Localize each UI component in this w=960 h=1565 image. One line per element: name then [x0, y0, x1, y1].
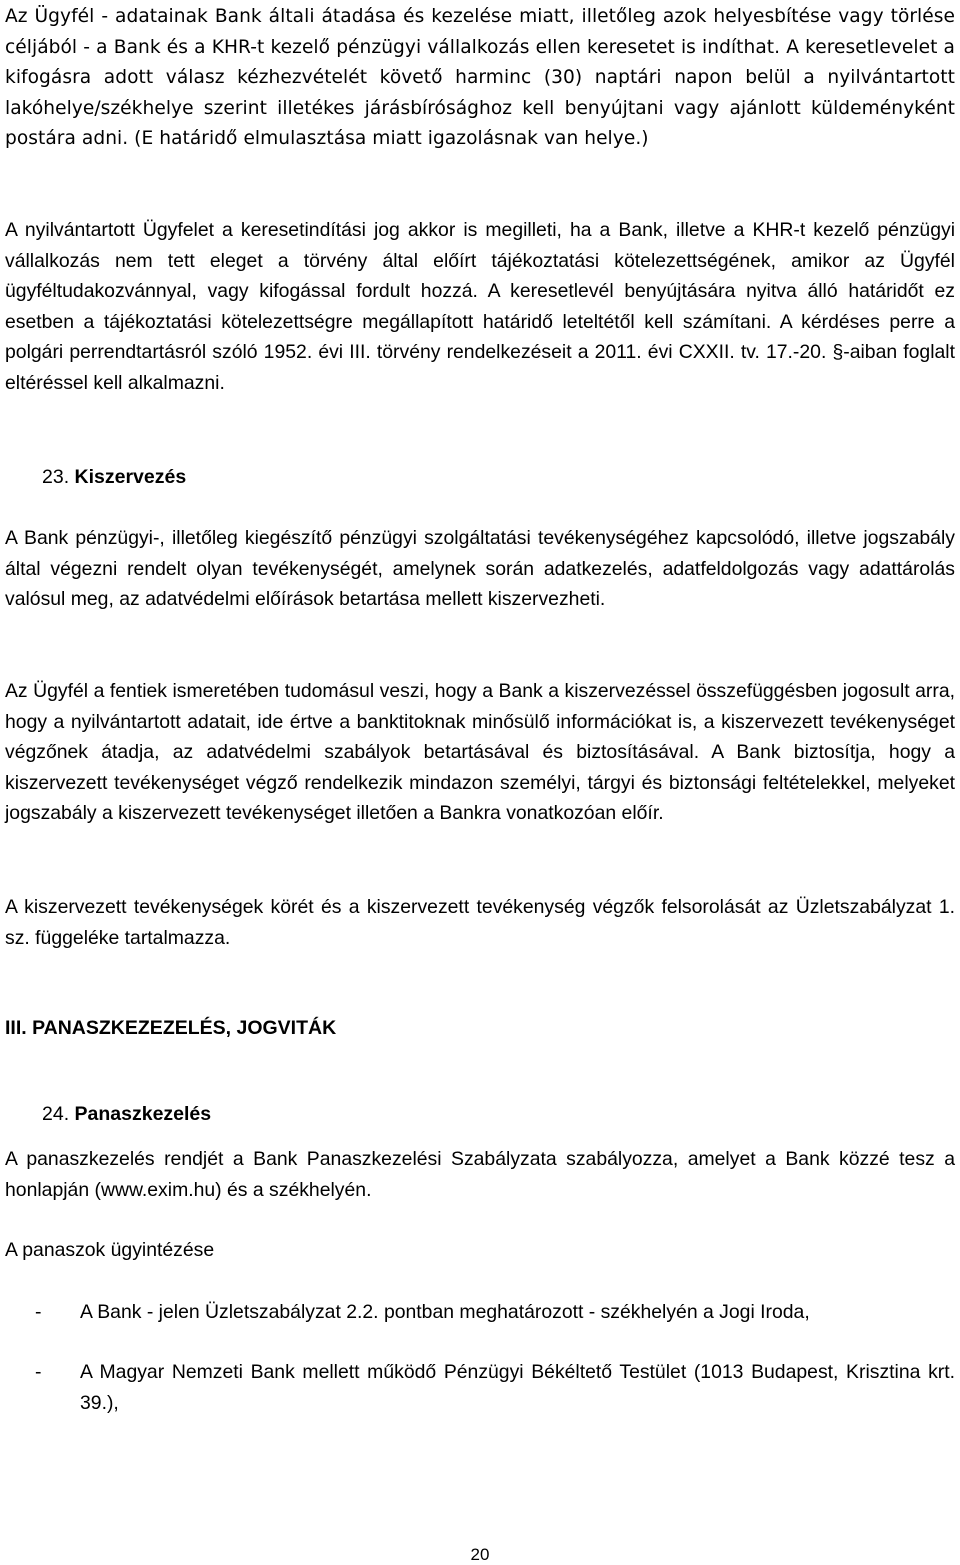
section-title: Kiszervezés	[74, 466, 187, 488]
list-item	[5, 1297, 955, 1328]
bullet-dash: -	[35, 1301, 42, 1323]
paragraph-outsourcing-consent: Az Ügyfél a fentiek ismeretében tudomásul veszi, hogy a Bank a kiszervezéssel összefüggésben jogosult arra, hogy a nyilvántartott adatait, ide értve a banktitoknak minősülő információkat is, a kiszervezett tevékenységet végzőnek átadja, az adatvédelmi szabályok betartásával és biztosításával. A Bank biztosítja, hogy a kiszervezett tevékenységet végző rendelkezik mindazon személyi, tárgyi és biztonsági feltételekkel, melyeket jogszabály a kiszervezett tevékenységet illetően a Bankra vonatkozóan előír.	[5, 680, 955, 824]
list-item-text: A Bank - jelen Üzletszabályzat 2.2. pontban meghatározott - székhelyén a Jogi Iroda,	[80, 1301, 810, 1323]
section-heading-24	[42, 1099, 942, 1129]
bullet-dash: -	[35, 1361, 42, 1383]
section-number: 24.	[42, 1103, 70, 1125]
part-title: III. PANASZKEZEZELÉS, JOGVITÁK	[5, 1017, 337, 1039]
paragraph-lawsuit-right: Az Ügyfél - adatainak Bank általi átadása és kezelése miatt, illetőleg azok helyesbítése vagy törlése céljából - a Bank és a KHR-t kezelő pénzügyi vállalkozás ellen keresetet is indíthat. A keresetlevelet a kifogásra adott válasz kézhezvételét követő harminc (30) naptári napon belül a nyilvántartott lakóhelye/székhelye szerint illetékes járásbírósághoz kell benyújtani vagy ajánlott küldeményként postára adni. (E határidő elmulasztása miatt igazolásnak van helye.)	[5, 6, 955, 149]
list-item	[5, 1357, 955, 1419]
page-number: 20	[470, 1545, 490, 1564]
paragraph-outsourcing-list: A kiszervezett tevékenységek körét és a kiszervezett tevékenység végzők felsorolását az Üzletszabályzat 1. sz. függeléke tartalmazza.	[5, 896, 955, 949]
paragraph-outsourcing: A Bank pénzügyi-, illetőleg kiegészítő pénzügyi szolgáltatási tevékenységéhez kapcsolódó, illetve jogszabály által végezni rendelt olyan tevékenységét, amelynek során adatkezelés, adatfeldolgozás vagy adattárolás valósul meg, az adatvédelmi előírások betartása mellett kiszervezheti.	[5, 527, 955, 610]
paragraph-complaint-rules: A panaszkezelés rendjét a Bank Panaszkezelési Szabályzata szabályozza, amelyet a Bank közzé tesz a honlapján (www.exim.hu) és a székhelyén.	[5, 1148, 955, 1201]
section-heading-23	[42, 462, 942, 492]
list-item-text: A Magyar Nemzeti Bank mellett működő Pénzügyi Békéltető Testület (1013 Budapest, Krisztina krt. 39.),	[80, 1361, 955, 1414]
section-title: Panaszkezelés	[74, 1103, 212, 1125]
part-heading-3	[5, 1013, 955, 1043]
section-number: 23.	[42, 466, 70, 488]
paragraph-complaint-handling: A panaszok ügyintézése	[5, 1239, 215, 1261]
paragraph-lawsuit-extension: A nyilvántartott Ügyfelet a keresetindítási jog akkor is megilleti, ha a Bank, illetve a KHR-t kezelő pénzügyi vállalkozás nem tett eleget a törvény által előírt tájékoztatási kötelezettségének, amikor az Ügyfél ügyféltudakozvánnyal, vagy kifogással fordult hozzá. A keresetlevél benyújtására nyitva álló határidőt ez esetben a tájékoztatási kötelezettségre megállapított határidő leteltétől kell számítani. A kérdéses perre a polgári perrendtartásról szóló 1952. évi III. törvény rendelkezéseit a 2011. évi CXXII. tv. 17.-20. §-aiban foglalt eltéréssel kell alkalmazni.	[5, 219, 955, 394]
